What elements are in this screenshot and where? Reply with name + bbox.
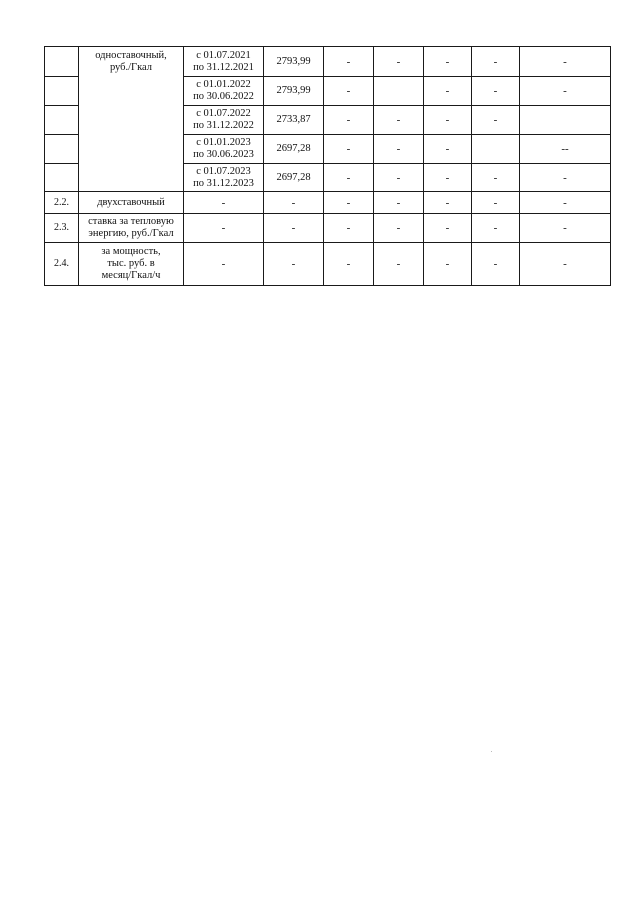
- period-cell: [184, 47, 264, 77]
- data-cell: -: [264, 214, 324, 243]
- data-cell: -: [184, 243, 264, 286]
- data-cell: -: [520, 77, 611, 106]
- scan-speck: [491, 751, 492, 752]
- tariff-label-cell: [79, 214, 184, 243]
- data-cell: -: [424, 135, 472, 164]
- tariff-label-cell: [79, 47, 184, 192]
- data-cell: -: [472, 192, 520, 214]
- data-cell: -: [424, 192, 472, 214]
- tariff-table: [44, 46, 611, 286]
- data-cell: -: [374, 243, 424, 286]
- data-cell: -: [324, 106, 374, 135]
- tariff-label-line: ставка за тепловую: [88, 216, 174, 227]
- data-cell: -: [374, 135, 424, 164]
- data-cell: -: [472, 214, 520, 243]
- tariff-label-line: за мощность,: [101, 246, 161, 257]
- row-number-cell: 2.2.: [45, 192, 79, 214]
- data-cell: -: [374, 192, 424, 214]
- data-cell: -: [324, 192, 374, 214]
- data-cell: -: [374, 47, 424, 77]
- row-number-cell: [45, 106, 79, 135]
- data-cell: -: [424, 164, 472, 192]
- data-cell: -: [520, 164, 611, 192]
- data-cell: -: [374, 164, 424, 192]
- value-cell: 2793,99: [264, 47, 324, 77]
- tariff-label-line: энергию, руб./Гкал: [88, 228, 174, 239]
- row-number-cell: 2.4.: [45, 243, 79, 286]
- row-number-cell: [45, 135, 79, 164]
- period-from: с 01.07.2021: [196, 49, 251, 61]
- tariff-label-line: тыс. руб. в: [107, 258, 155, 269]
- table-row: [45, 243, 611, 286]
- data-cell: -: [472, 77, 520, 106]
- data-cell: -: [324, 77, 374, 106]
- tariff-label-line: руб./Гкал: [109, 62, 153, 73]
- value-cell: 2697,28: [264, 135, 324, 164]
- data-cell: [374, 77, 424, 106]
- table-row: [45, 47, 611, 77]
- period-cell: [184, 135, 264, 164]
- data-cell: -: [472, 106, 520, 135]
- data-cell: [520, 106, 611, 135]
- period-to: по 31.12.2023: [193, 177, 254, 189]
- data-cell: -: [324, 135, 374, 164]
- row-number-cell: [45, 164, 79, 192]
- data-cell: -: [472, 47, 520, 77]
- data-cell: [472, 135, 520, 164]
- data-cell: -: [472, 164, 520, 192]
- tariff-label-line: месяц/Гкал/ч: [101, 270, 161, 281]
- period-to: по 30.06.2023: [193, 149, 254, 160]
- data-cell: -: [520, 243, 611, 286]
- data-cell: --: [520, 135, 611, 164]
- tariff-label-line: одноставочный,: [95, 50, 167, 61]
- data-cell: -: [324, 47, 374, 77]
- period-from: с 01.01.2023: [196, 137, 251, 148]
- data-cell: -: [324, 164, 374, 192]
- data-cell: -: [324, 243, 374, 286]
- data-cell: -: [184, 214, 264, 243]
- data-cell: -: [424, 77, 472, 106]
- data-cell: -: [424, 47, 472, 77]
- row-number-cell: [45, 77, 79, 106]
- data-cell: -: [520, 214, 611, 243]
- data-cell: -: [424, 243, 472, 286]
- data-cell: -: [374, 106, 424, 135]
- value-cell: 2793,99: [264, 77, 324, 106]
- period-to: по 31.12.2022: [193, 120, 254, 131]
- table-row: [45, 192, 611, 214]
- data-cell: -: [520, 47, 611, 77]
- data-cell: -: [264, 243, 324, 286]
- period-from: с 01.07.2023: [196, 165, 251, 177]
- data-cell: -: [184, 192, 264, 214]
- data-cell: -: [374, 214, 424, 243]
- period-cell: [184, 77, 264, 106]
- period-from: с 01.07.2022: [196, 108, 251, 119]
- row-number-cell: 2.3.: [45, 214, 79, 243]
- data-cell: -: [424, 214, 472, 243]
- tariff-label-cell: двухставочный: [79, 192, 184, 214]
- data-cell: -: [520, 192, 611, 214]
- data-cell: -: [424, 106, 472, 135]
- period-from: с 01.01.2022: [196, 79, 251, 90]
- data-cell: -: [472, 243, 520, 286]
- period-cell: [184, 106, 264, 135]
- tariff-label-cell: [79, 243, 184, 286]
- value-cell: 2697,28: [264, 164, 324, 192]
- value-cell: 2733,87: [264, 106, 324, 135]
- table-row: [45, 214, 611, 243]
- data-cell: -: [324, 214, 374, 243]
- period-to: по 31.12.2021: [193, 61, 254, 73]
- period-cell: [184, 164, 264, 192]
- row-number-cell: [45, 47, 79, 77]
- data-cell: -: [264, 192, 324, 214]
- period-to: по 30.06.2022: [193, 91, 254, 102]
